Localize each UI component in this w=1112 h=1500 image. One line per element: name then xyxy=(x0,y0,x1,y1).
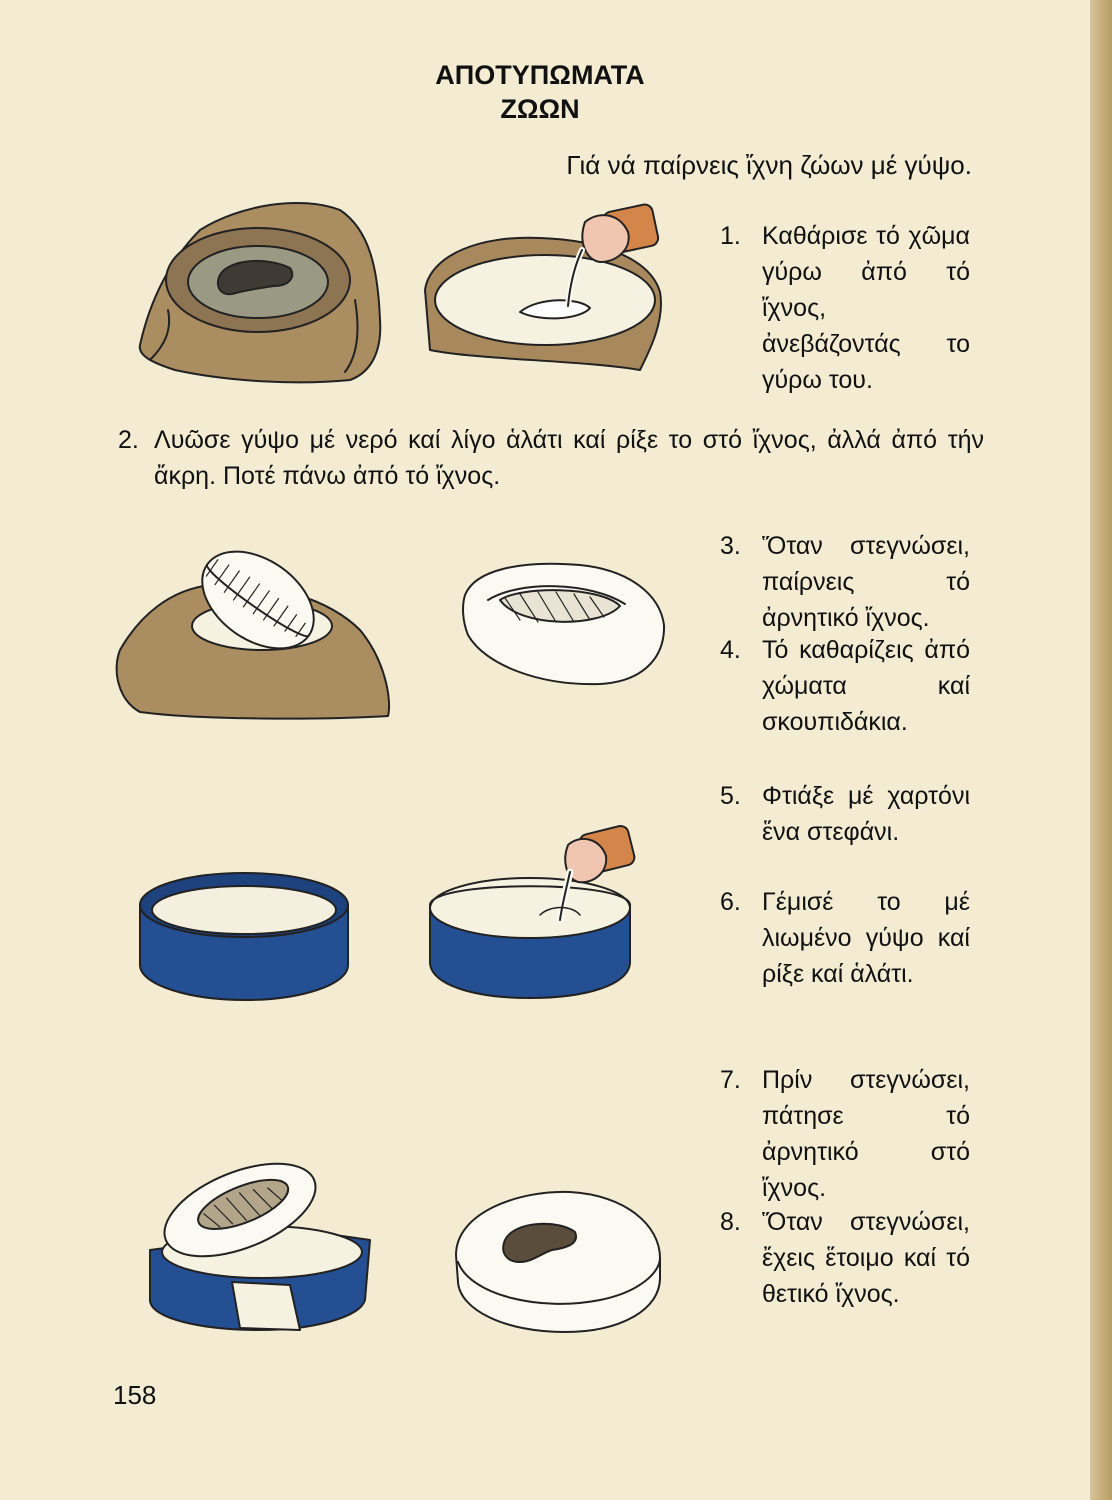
step-text: Γέμισέ το μέ λιωμένο γύψο καί ρίξε καί ἁλάτι. xyxy=(762,888,970,988)
step-number: 3. xyxy=(720,532,741,560)
cardboard-ring-illustration xyxy=(140,873,348,1000)
step-number: 6. xyxy=(720,888,741,916)
step-number: 7. xyxy=(720,1066,741,1094)
negative-cast xyxy=(463,564,664,684)
plaster-pool xyxy=(435,255,655,345)
step-text: Λυῶσε γύψο μέ νερό καί λίγο ἁλάτι καί ρίξε το στό ἴχνος, ἀλλά ἀπό τήν ἄκρη. Ποτέ πάνω ἀπό τό ἴχνος. xyxy=(154,426,984,490)
step-text: Ὅταν στεγνώσει, ἔχεις ἕτοιμο καί τό θετικό ἴχνος. xyxy=(762,1208,970,1308)
step-text: Φτιάξε μέ χαρτόνι ἕνα στεφάνι. xyxy=(762,782,970,846)
step-number: 2. xyxy=(118,426,139,454)
page-number: 158 xyxy=(113,1380,157,1410)
lift-negative-illustration xyxy=(117,532,389,719)
step-text: Καθάρισε τό χῶμα γύρω ἀπό τό ἴχνος, ἀνεβάζοντάς το γύρω του. xyxy=(762,222,970,394)
pour-plaster-illustration xyxy=(425,203,661,370)
ring-cut-opening xyxy=(232,1282,300,1330)
ring-inside xyxy=(152,886,336,934)
title-line-1: ΑΠΟΤΥΠΩΜΑΤΑ xyxy=(435,60,645,90)
step-text: Τό καθαρίζεις ἀπό χώματα καί σκουπιδάκια. xyxy=(762,636,970,736)
step-number: 5. xyxy=(720,782,741,810)
step-number: 1. xyxy=(720,222,741,250)
press-negative-illustration xyxy=(150,1145,370,1330)
step-number: 8. xyxy=(720,1208,741,1236)
step-text: Ὅταν στεγνώσει, παίρνεις τό ἀρνητικό ἴχνος. xyxy=(762,532,970,632)
fill-ring-illustration xyxy=(430,824,636,998)
subtitle: Γιά νά παίρνεις ἴχνη ζώων μέ γύψο. xyxy=(566,150,972,180)
soil-mound-illustration xyxy=(140,203,380,382)
step-text: Πρίν στεγνώσει, πάτησε τό ἀρνητικό στό ἴχνος. xyxy=(762,1066,970,1202)
positive-print-illustration xyxy=(456,1192,660,1332)
positive-cast xyxy=(456,1192,660,1332)
title-line-2: ΖΩΩΝ xyxy=(500,94,580,124)
negative-cast-illustration xyxy=(463,564,664,684)
step-number: 4. xyxy=(720,636,741,664)
